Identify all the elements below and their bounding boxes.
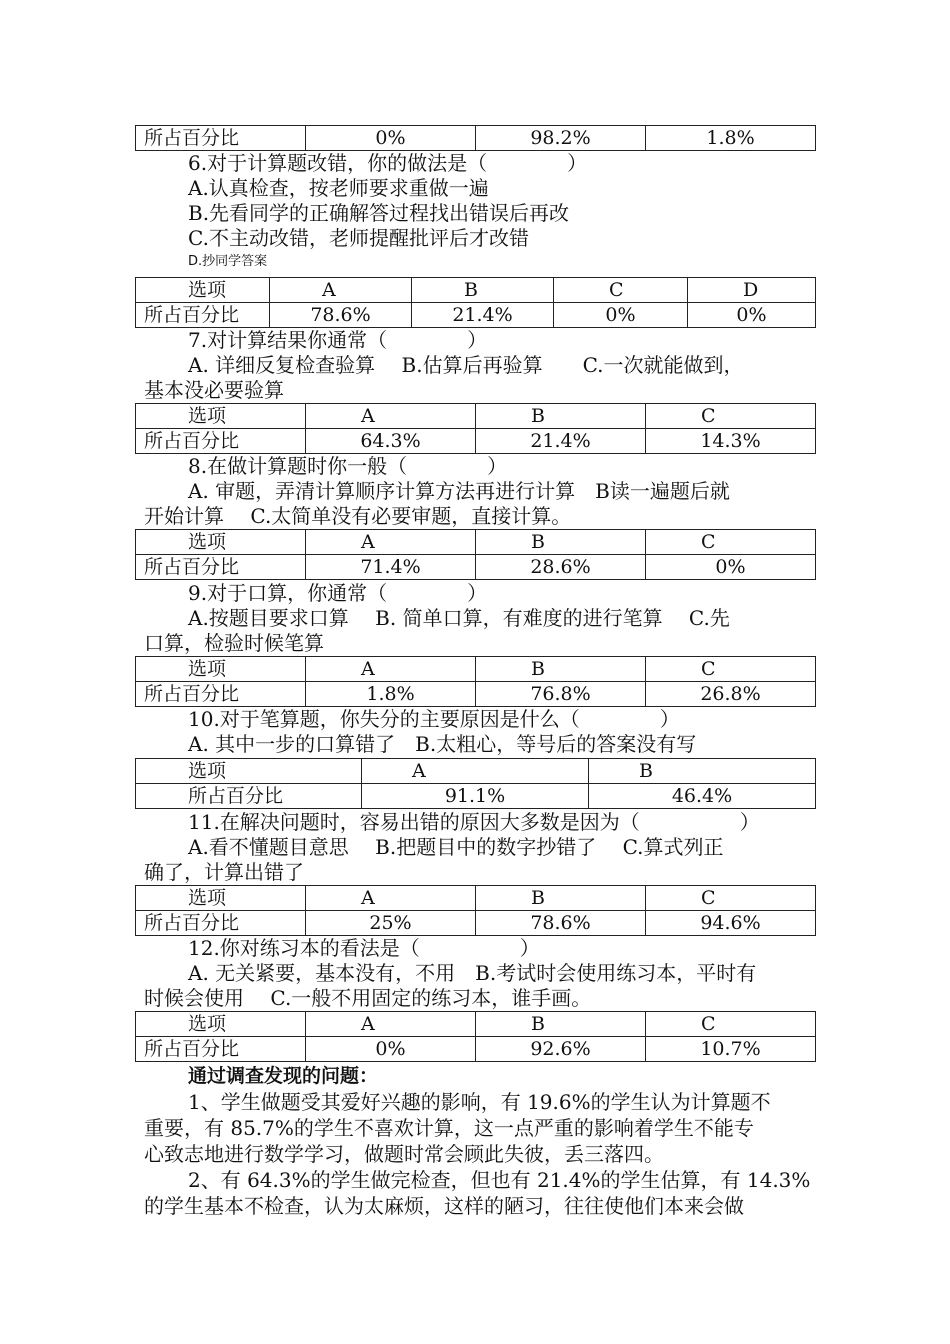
- findings-p1-line3: 心致志地进行数学学习，做题时常会顾此失彼，丢三落四。: [144, 1142, 664, 1166]
- header-a: A: [270, 278, 412, 303]
- table-row: [136, 1037, 816, 1062]
- header-c: C: [554, 278, 688, 303]
- percent-c: 10.7%: [646, 1037, 816, 1062]
- findings-p1-line2: 重要，有 85.7%的学生不喜欢计算，这一点严重的影响着学生不能专: [144, 1116, 754, 1140]
- percent-c: 14.3%: [646, 429, 816, 454]
- header-option: 选项: [136, 657, 306, 682]
- header-option: 选项: [136, 886, 306, 911]
- header-a: A: [306, 1012, 476, 1037]
- findings-heading: 通过调查发现的问题：: [188, 1065, 379, 1087]
- table-row: [136, 404, 816, 429]
- row-label: 所占百分比: [136, 303, 270, 328]
- q7-options-line2: 基本没必要验算: [144, 378, 284, 402]
- q12-options-line1: A. 无关紧要，基本没有，不用 B.考试时会使用练习本，平时有: [188, 961, 757, 985]
- header-b: B: [476, 657, 646, 682]
- header-option: 选项: [136, 278, 270, 303]
- q5-result-table: [135, 125, 816, 151]
- findings-p2-line1: 2、有 64.3%的学生做完检查，但也有 21.4%的学生估算，有 14.3%: [188, 1168, 811, 1192]
- row-label: 所占百分比: [136, 911, 306, 936]
- table-row: [136, 759, 816, 784]
- percent-c: 0%: [554, 303, 688, 328]
- percent-a: 78.6%: [270, 303, 412, 328]
- table-row: [136, 278, 816, 303]
- q11-options-line2: 确了，计算出错了: [144, 860, 304, 884]
- q6-result-table: [135, 277, 816, 328]
- percent-a: 25%: [306, 911, 476, 936]
- table-row: [136, 682, 816, 707]
- percent-d: 0%: [688, 303, 816, 328]
- q9-options-line2: 口算，检验时候笔算: [144, 631, 324, 655]
- percent-b: 92.6%: [476, 1037, 646, 1062]
- header-b: B: [412, 278, 554, 303]
- row-label: 所占百分比: [136, 784, 362, 809]
- table-row: [136, 911, 816, 936]
- header-c: C: [646, 1012, 816, 1037]
- header-a: A: [306, 657, 476, 682]
- findings-p2-line2: 的学生基本不检查，认为太麻烦，这样的陋习，往往使他们本来会做: [144, 1194, 744, 1218]
- q8-result-table: [135, 529, 816, 580]
- header-option: 选项: [136, 404, 306, 429]
- q7-question: 7.对计算结果你通常（ ）: [188, 328, 488, 352]
- percent-b: 28.6%: [476, 555, 646, 580]
- q10-result-table: [135, 758, 816, 809]
- percent-c: 1.8%: [646, 126, 816, 151]
- q6-option-a: A.认真检查，按老师要求重做一遍: [188, 176, 489, 200]
- q12-options-line2: 时候会使用 C.一般不用固定的练习本，谁手画。: [144, 986, 592, 1010]
- header-b: B: [476, 886, 646, 911]
- header-b: B: [476, 1012, 646, 1037]
- header-b: B: [476, 404, 646, 429]
- percent-a: 91.1%: [362, 784, 589, 809]
- q8-options-line1: A. 审题，弄清计算顺序计算方法再进行计算 B读一遍题后就: [188, 479, 730, 503]
- percent-a: 64.3%: [306, 429, 476, 454]
- table-row: [136, 886, 816, 911]
- header-option: 选项: [136, 1012, 306, 1037]
- header-option: 选项: [136, 759, 362, 784]
- percent-b: 21.4%: [476, 429, 646, 454]
- row-label: 所占百分比: [136, 555, 306, 580]
- q8-question: 8.在做计算题时你一般（ ）: [188, 454, 508, 478]
- percent-c: 94.6%: [646, 911, 816, 936]
- percent-a: 1.8%: [306, 682, 476, 707]
- percent-b: 76.8%: [476, 682, 646, 707]
- header-a: A: [306, 530, 476, 555]
- q10-question: 10.对于笔算题，你失分的主要原因是什么（ ）: [188, 707, 680, 731]
- percent-b: 21.4%: [412, 303, 554, 328]
- table-row: [136, 429, 816, 454]
- q8-options-line2: 开始计算 C.太简单没有必要审题，直接计算。: [144, 504, 572, 528]
- q7-result-table: [135, 403, 816, 454]
- header-b: B: [476, 530, 646, 555]
- q7-options-line1: A. 详细反复检查验算 B.估算后再验算 C.一次就能做到，: [188, 353, 744, 377]
- header-c: C: [646, 886, 816, 911]
- percent-c: 0%: [646, 555, 816, 580]
- row-label: 所占百分比: [136, 1037, 306, 1062]
- q6-option-c: C.不主动改错，老师提醒批评后才改错: [188, 226, 529, 250]
- percent-a: 0%: [306, 1037, 476, 1062]
- q6-option-b: B.先看同学的正确解答过程找出错误后再改: [188, 201, 570, 225]
- table-row: [136, 555, 816, 580]
- q6-question: 6.对于计算题改错，你的做法是（ ）: [188, 151, 588, 175]
- q10-options-line1: A. 其中一步的口算错了 B.太粗心，等号后的答案没有写: [188, 732, 697, 756]
- q11-options-line1: A.看不懂题目意思 B.把题目中的数字抄错了 C.算式列正: [188, 835, 724, 859]
- row-label: 所占百分比: [136, 429, 306, 454]
- table-row: [136, 784, 816, 809]
- q6-option-d: D.抄同学答案: [188, 254, 268, 269]
- percent-b: 46.4%: [589, 784, 816, 809]
- header-d: D: [688, 278, 816, 303]
- percent-a: 71.4%: [306, 555, 476, 580]
- q9-result-table: [135, 656, 816, 707]
- percent-c: 26.8%: [646, 682, 816, 707]
- header-a: A: [306, 404, 476, 429]
- table-row: [136, 303, 816, 328]
- q11-result-table: [135, 885, 816, 936]
- header-b: B: [589, 759, 816, 784]
- percent-b: 98.2%: [476, 126, 646, 151]
- q12-result-table: [135, 1011, 816, 1062]
- header-a: A: [306, 886, 476, 911]
- q11-question: 11.在解决问题时，容易出错的原因大多数是因为（ ）: [188, 810, 760, 834]
- q9-question: 9.对于口算，你通常（ ）: [188, 581, 488, 605]
- table-row: [136, 126, 816, 151]
- row-label: 所占百分比: [136, 682, 306, 707]
- header-a: A: [362, 759, 589, 784]
- table-row: [136, 1012, 816, 1037]
- header-c: C: [646, 404, 816, 429]
- percent-a: 0%: [306, 126, 476, 151]
- header-c: C: [646, 657, 816, 682]
- table-row: [136, 530, 816, 555]
- header-c: C: [646, 530, 816, 555]
- findings-p1-line1: 1、学生做题受其爱好兴趣的影响，有 19.6%的学生认为计算题不: [188, 1090, 771, 1114]
- percent-b: 78.6%: [476, 911, 646, 936]
- table-row: [136, 657, 816, 682]
- header-option: 选项: [136, 530, 306, 555]
- q9-options-line1: A.按题目要求口算 B. 简单口算，有难度的进行笔算 C.先: [188, 606, 730, 630]
- q12-question: 12.你对练习本的看法是（ ）: [188, 936, 540, 960]
- row-label: 所占百分比: [136, 126, 306, 151]
